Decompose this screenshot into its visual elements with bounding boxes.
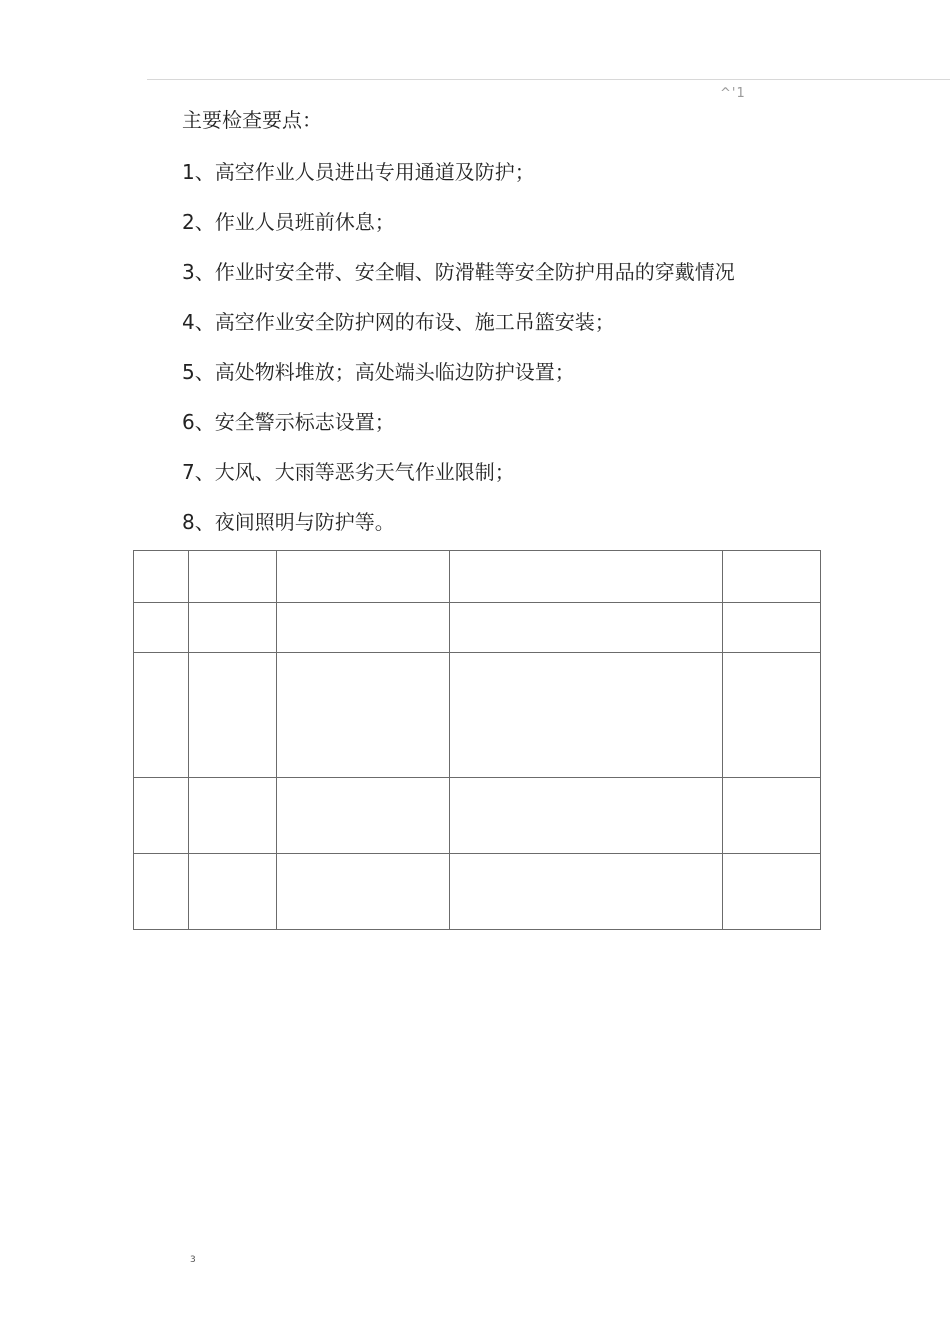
table-row [134,653,821,778]
table-row [134,551,821,603]
table-cell [189,854,277,930]
checklist-item-7: 7、大风、大雨等恶劣天气作业限制； [182,460,515,484]
table-cell [723,551,821,603]
table-row [134,854,821,930]
table-cell [277,551,450,603]
page-number: 3 [190,1255,196,1265]
table-cell [277,854,450,930]
table-cell [189,603,277,653]
table-cell [134,551,189,603]
table-cell [450,854,723,930]
table-cell [723,603,821,653]
section-heading: 主要检查要点： [182,108,322,132]
table-cell [723,854,821,930]
header-mark: ^'1 [720,86,746,101]
table-cell [134,603,189,653]
table-cell [723,778,821,854]
checklist-item-3: 3、作业时安全带、安全帽、防滑鞋等安全防护用品的穿戴情况 [182,260,735,284]
table-cell [134,653,189,778]
table-cell [450,653,723,778]
table-cell [450,603,723,653]
checklist-item-2: 2、作业人员班前休息； [182,210,395,234]
table-row [134,603,821,653]
inspection-table [133,550,821,930]
table-cell [134,778,189,854]
checklist-item-6: 6、安全警示标志设置； [182,410,395,434]
table-row [134,778,821,854]
table-cell [277,653,450,778]
checklist-item-5: 5、高处物料堆放；高处端头临边防护设置； [182,360,575,384]
table-cell [277,603,450,653]
checklist-item-4: 4、高空作业安全防护网的布设、施工吊篮安装； [182,310,615,334]
table-cell [189,778,277,854]
table-cell [450,551,723,603]
table-cell [277,778,450,854]
checklist-item-8: 8、夜间照明与防护等。 [182,510,395,534]
table-cell [450,778,723,854]
checklist-item-1: 1、高空作业人员进出专用通道及防护； [182,160,535,184]
table-cell [723,653,821,778]
table-cell [134,854,189,930]
table-cell [189,551,277,603]
table-cell [189,653,277,778]
header-rule [147,79,950,80]
document-body [182,108,882,560]
